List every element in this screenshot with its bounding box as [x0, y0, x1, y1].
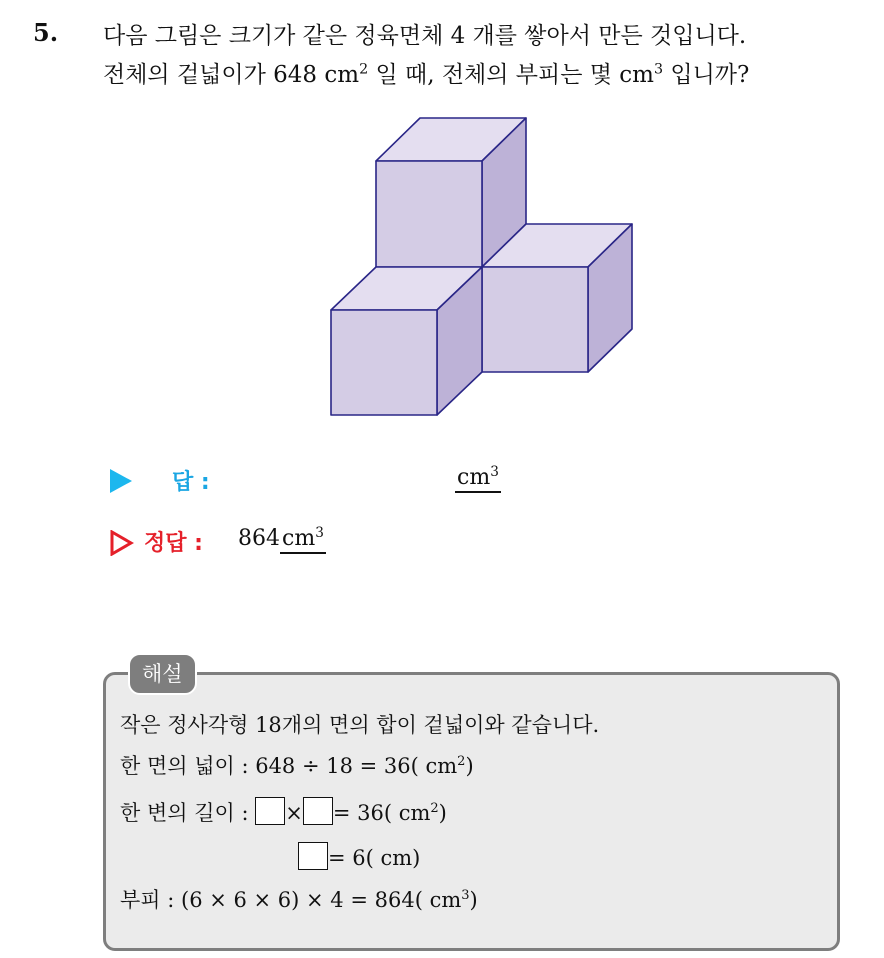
right-cube-front-face: [482, 267, 588, 372]
explanation-line3-sup: 2: [430, 801, 439, 817]
blank-box-3: [298, 842, 328, 870]
answer-blank-unit[interactable]: [455, 465, 501, 493]
question-number: 5.: [33, 18, 59, 47]
correct-answer-value-group: [238, 526, 326, 551]
blank-box-1: [255, 797, 285, 825]
answer-row: [110, 463, 530, 499]
explanation-line3-label: 한 변의 길이 :: [120, 801, 249, 825]
correct-answer-unit-sup: 3: [315, 524, 324, 541]
question-line2-sup1: 2: [359, 61, 369, 78]
correct-answer-label: 정답 :: [144, 531, 203, 556]
question-text-line1: 다음 그림은 크기가 같은 정육면체 4 개를 쌓아서 만든 것입니다.: [103, 23, 747, 49]
correct-answer-value: 864: [238, 526, 280, 551]
correct-answer-unit: cm: [282, 526, 316, 551]
explanation-line3-close: ): [438, 801, 447, 825]
explanation-line3-eq: = 36( cm: [332, 801, 431, 825]
blank-box-2: [303, 797, 333, 825]
explanation-line3: [120, 797, 447, 827]
question-text-line2: [103, 56, 749, 89]
answer-unit-sup: 3: [490, 463, 499, 480]
question-line2-sup2: 3: [653, 61, 664, 78]
correct-answer-row: [110, 524, 530, 560]
explanation-line5-text: 부피 : (6 × 6 × 6) × 4 = 864( cm: [120, 888, 462, 912]
explanation-line4-eq: = 6( cm): [328, 846, 421, 870]
explanation-line3-times: ×: [285, 801, 303, 825]
explanation-line1: 작은 정사각형 18개의 면의 합이 겉넓이와 같습니다.: [120, 713, 600, 737]
left-cube-front-face: [331, 310, 437, 415]
explanation-line2-sup: 2: [457, 754, 466, 770]
explanation-line2-close: ): [465, 754, 474, 778]
stacked-cubes-figure: [320, 112, 640, 422]
explanation-line5-sup: 3: [461, 888, 470, 904]
answer-triangle-icon: [110, 469, 132, 493]
correct-triangle-icon: [110, 530, 134, 556]
question-line2-part2: 일 때, 전체의 부피는 몇 cm: [368, 62, 654, 88]
explanation-line4: [298, 842, 420, 870]
top-cube-front-face: [376, 161, 482, 267]
question-line2-part1: 전체의 겉넓이가 648 cm: [103, 62, 360, 88]
explanation-line2: [120, 750, 474, 780]
explanation-line5: [120, 884, 478, 914]
explanation-line2-text: 한 면의 넓이 : 648 ÷ 18 = 36( cm: [120, 754, 458, 778]
correct-answer-unit-group: [280, 526, 326, 554]
answer-label: 답 :: [172, 470, 210, 495]
explanation-tab: 해설: [128, 653, 197, 695]
answer-unit: cm: [457, 465, 491, 490]
question-line2-part3: 입니까?: [663, 62, 750, 88]
explanation-line5-close: ): [469, 888, 478, 912]
